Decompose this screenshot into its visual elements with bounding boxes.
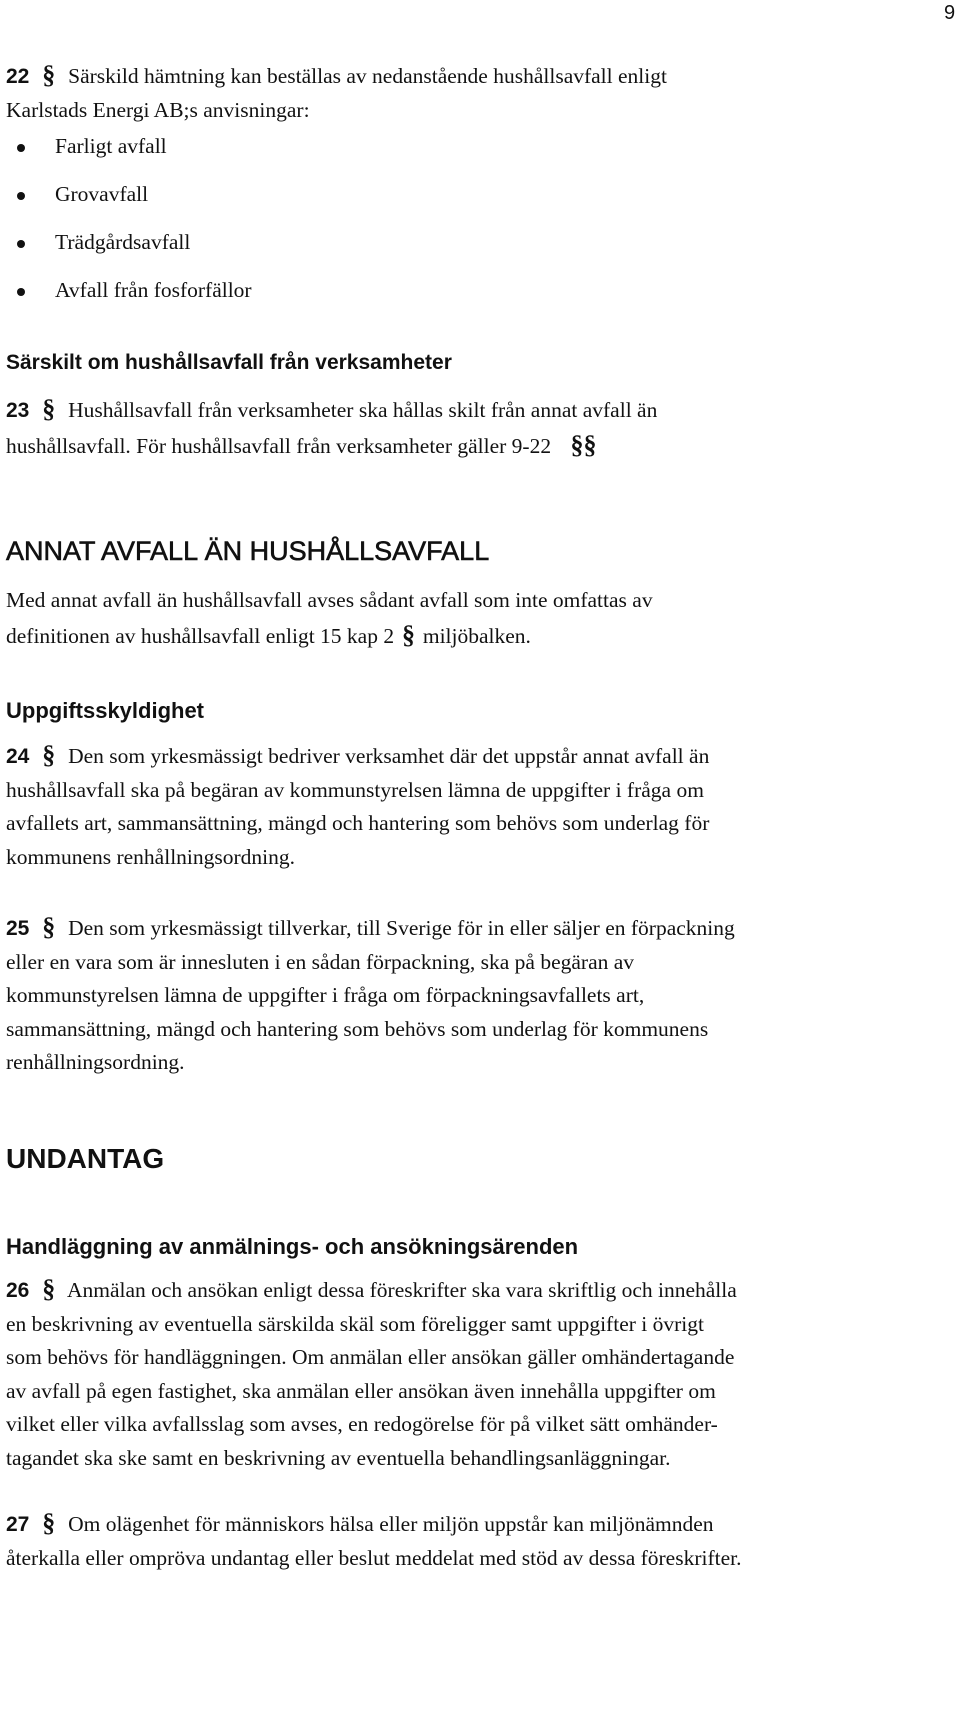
paragraph-text: hushållsavfall ska på begäran av kommunstyrelsen lämna de uppgifter i fråga om	[6, 777, 704, 802]
paragraph-text: avfallets art, sammansättning, mängd och hantering som behövs som underlag för	[6, 811, 710, 835]
paragraph-text: återkalla eller ompröva undantag eller beslut meddelat med stöd av dessa föreskrifter.	[6, 1545, 742, 1570]
bullet-list	[0, 130, 252, 322]
paragraph-number: 26	[6, 1279, 30, 1302]
section-heading: Särskilt om hushållsavfall från verksamheter	[6, 351, 452, 374]
section-sign: §	[42, 1508, 56, 1537]
paragraph-text: Särskild hämtning kan beställas av nedanstående hushållsavfall enligt	[68, 64, 667, 88]
paragraph-text: hushållsavfall. För hushållsavfall från verksamheter gäller 9-22	[6, 433, 552, 458]
list-item	[0, 130, 252, 178]
bullet-icon	[17, 144, 25, 152]
paragraph-text: miljöbalken.	[422, 623, 531, 648]
section-sign: §	[42, 1274, 56, 1303]
bullet-icon	[17, 288, 25, 296]
paragraph-text: kommunens renhållningsordning.	[6, 844, 296, 869]
section-sign: §	[42, 740, 56, 769]
bullet-icon	[17, 240, 25, 248]
paragraph-text: Den som yrkesmässigt bedriver verksamhet där det uppstår annat avfall än	[68, 744, 710, 768]
paragraph-27	[6, 1506, 946, 1575]
paragraph-23	[6, 392, 946, 463]
paragraph-text: tagandet ska ske samt en beskrivning av eventuella behandlingsanläggningar.	[6, 1445, 671, 1470]
list-item-text: Farligt avfall	[55, 134, 167, 158]
chapter-heading: UNDANTAG	[6, 1143, 165, 1174]
section-sign: §	[42, 912, 56, 941]
bullet-icon	[17, 192, 25, 200]
paragraph-number: 22	[6, 65, 30, 88]
section-heading: Handläggning av anmälnings- och ansökningsärenden	[6, 1234, 579, 1259]
paragraph-text: sammansättning, mängd och hantering som behövs som underlag för kommunens	[6, 1016, 709, 1041]
paragraph-26	[6, 1272, 946, 1475]
paragraph-text: som behövs för handläggningen. Om anmälan eller ansökan gäller omhändertagande	[6, 1345, 735, 1369]
list-item	[0, 178, 252, 226]
paragraph-24	[6, 738, 946, 874]
paragraph-text: definitionen av hushållsavfall enligt 15 kap 2	[6, 623, 395, 648]
section-sign: §	[401, 619, 415, 649]
paragraph-number: 23	[6, 399, 30, 422]
paragraph-text: Den som yrkesmässigt tillverkar, till Sverige för in eller säljer en förpackning	[68, 916, 735, 940]
paragraph-text: av avfall på egen fastighet, ska anmälan eller ansökan även innehålla uppgifter om	[6, 1378, 716, 1403]
paragraph-text: vilket eller vilka avfallsslag som avses, en redogörelse för på vilket sätt omhänder-	[6, 1412, 718, 1436]
paragraph-25	[6, 910, 946, 1080]
paragraph-number: 27	[6, 1513, 30, 1536]
section-signs: §§	[570, 429, 597, 459]
paragraph-text: Med annat avfall än hushållsavfall avses sådant avfall som inte omfattas av	[6, 588, 653, 612]
annat-avfall-definition	[6, 584, 946, 653]
section-sign: §	[42, 60, 56, 89]
paragraph-text: kommunstyrelsen lämna de uppgifter i fråga om förpackningsavfallets art,	[6, 983, 645, 1007]
paragraph-text: eller en vara som är innesluten i en sådan förpackning, ska på begäran av	[6, 949, 635, 974]
paragraph-text: en beskrivning av eventuella särskilda skäl som föreligger samt uppgifter i övrigt	[6, 1311, 704, 1336]
paragraph-22	[6, 58, 946, 127]
paragraph-text: Om olägenhet för människors hälsa eller miljön uppstår kan miljönämnden	[68, 1512, 714, 1536]
list-item	[0, 274, 252, 322]
list-item-text: Trädgårdsavfall	[55, 230, 191, 254]
section-heading: Uppgiftsskyldighet	[6, 698, 205, 723]
list-item-text: Avfall från fosforfällor	[55, 278, 252, 302]
paragraph-text: Hushållsavfall från verksamheter ska hållas skilt från annat avfall än	[68, 398, 658, 422]
paragraph-number: 25	[6, 917, 30, 940]
paragraph-number: 24	[6, 745, 30, 768]
page-number: 9	[944, 2, 956, 24]
section-sign: §	[42, 394, 56, 423]
paragraph-text: Anmälan och ansökan enligt dessa föreskrifter ska vara skriftlig och innehålla	[66, 1278, 737, 1302]
chapter-heading: ANNAT AVFALL ÄN HUSHÅLLSAVFALL	[6, 536, 490, 566]
paragraph-text: Karlstads Energi AB;s anvisningar:	[6, 97, 310, 122]
list-item	[0, 226, 252, 274]
list-item-text: Grovavfall	[55, 182, 149, 206]
paragraph-text: renhållningsordning.	[6, 1050, 185, 1074]
